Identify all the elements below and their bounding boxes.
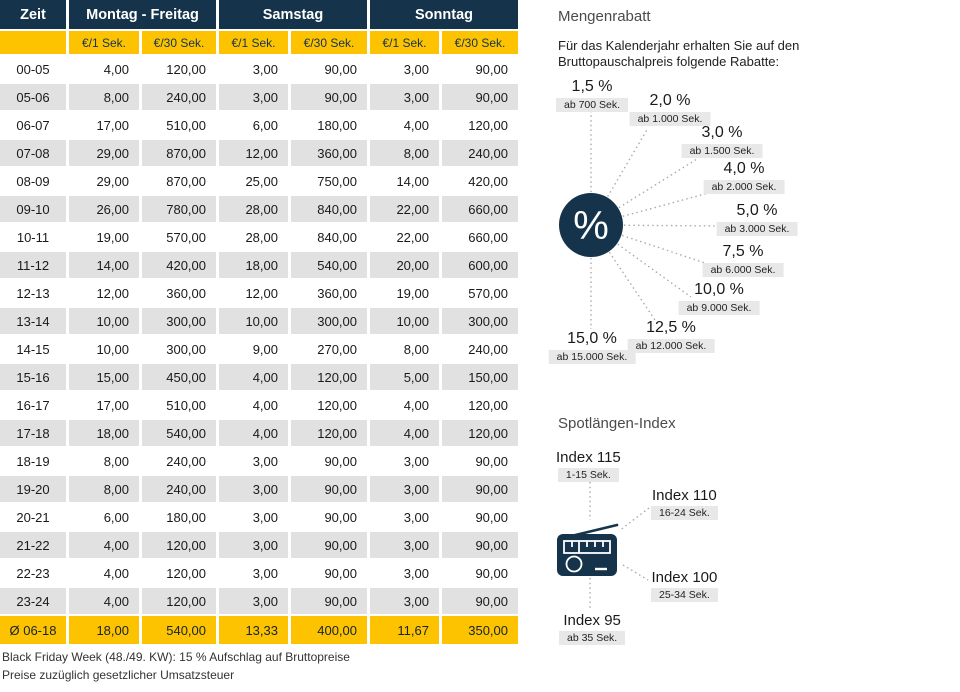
price-cell: 420,00 bbox=[142, 252, 216, 278]
radio-icon bbox=[555, 520, 623, 578]
price-cell: 19,00 bbox=[96, 229, 129, 245]
time-cell: 15-16 bbox=[0, 364, 66, 390]
price-cell: 3,00 bbox=[252, 565, 278, 581]
subheader-unit: €/1 Sek. bbox=[69, 31, 139, 54]
price-cell: 3,00 bbox=[219, 588, 288, 614]
discount-threshold-chip: ab 700 Sek. bbox=[556, 98, 628, 112]
price-cell: 120,00 bbox=[468, 117, 508, 133]
spot-index-section-title: Spotlängen-Index bbox=[558, 415, 676, 432]
price-cell: 3,00 bbox=[370, 588, 439, 614]
time-cell: 23-24 bbox=[0, 588, 66, 614]
spot-index-range-chip: 25-34 Sek. bbox=[651, 588, 718, 602]
price-cell: 90,00 bbox=[475, 61, 508, 77]
price-cell: 120,00 bbox=[166, 61, 206, 77]
price-cell: 570,00 bbox=[166, 229, 206, 245]
spot-index-label: Index 95 bbox=[563, 612, 621, 629]
price-cell: 120,00 bbox=[442, 420, 518, 446]
spot-index-label: Index 110 bbox=[652, 487, 717, 504]
price-cell: 120,00 bbox=[166, 565, 206, 581]
price-cell: 4,00 bbox=[403, 397, 429, 413]
time-cell: 05-06 bbox=[0, 84, 66, 110]
price-cell: 120,00 bbox=[142, 532, 216, 558]
price-cell: 18,00 bbox=[219, 252, 288, 278]
avg-price-cell: 350,00 bbox=[442, 616, 518, 644]
discount-percent: 12,5 % bbox=[646, 319, 696, 336]
price-cell: 28,00 bbox=[245, 229, 278, 245]
discount-threshold-chip: ab 6.000 Sek. bbox=[703, 263, 784, 277]
time-cell: 09-10 bbox=[0, 196, 66, 222]
price-cell: 19,00 bbox=[396, 285, 429, 301]
price-cell: 3,00 bbox=[370, 476, 439, 502]
price-cell: 420,00 bbox=[468, 173, 508, 189]
price-cell: 840,00 bbox=[317, 229, 357, 245]
discount-tier bbox=[630, 93, 711, 127]
avg-price-cell: 540,00 bbox=[142, 616, 216, 644]
price-cell: 4,00 bbox=[219, 420, 288, 446]
discount-percent: 1,5 % bbox=[571, 78, 613, 95]
price-cell: 26,00 bbox=[69, 196, 139, 222]
price-cell: 12,00 bbox=[219, 140, 288, 166]
discount-percent: 5,0 % bbox=[736, 202, 778, 219]
time-cell: 20-21 bbox=[16, 509, 50, 525]
time-cell: 08-09 bbox=[16, 173, 50, 189]
discount-tier bbox=[679, 282, 760, 316]
price-cell: 240,00 bbox=[166, 453, 206, 469]
price-cell: 510,00 bbox=[166, 117, 206, 133]
price-cell: 3,00 bbox=[219, 476, 288, 502]
price-cell: 29,00 bbox=[96, 173, 129, 189]
discount-intro-line1: Für das Kalenderjahr erhalten Sie auf den bbox=[558, 38, 800, 53]
price-cell: 4,00 bbox=[103, 61, 129, 77]
price-cell: 150,00 bbox=[442, 364, 518, 390]
price-cell: 10,00 bbox=[96, 341, 129, 357]
discount-threshold-chip: ab 12.000 Sek. bbox=[628, 339, 715, 353]
spot-index-range-chip: 16-24 Sek. bbox=[651, 506, 718, 520]
price-cell: 750,00 bbox=[317, 173, 357, 189]
price-cell: 180,00 bbox=[166, 509, 206, 525]
discount-threshold-chip: ab 15.000 Sek. bbox=[549, 350, 636, 364]
price-cell: 540,00 bbox=[291, 252, 367, 278]
price-cell: 3,00 bbox=[252, 61, 278, 77]
discount-threshold-chip: ab 1.000 Sek. bbox=[630, 112, 711, 126]
discount-intro bbox=[558, 38, 799, 70]
price-cell: 90,00 bbox=[324, 509, 357, 525]
time-cell: 21-22 bbox=[0, 532, 66, 558]
price-cell: 180,00 bbox=[317, 117, 357, 133]
price-cell: 360,00 bbox=[291, 140, 367, 166]
price-cell: 14,00 bbox=[396, 173, 429, 189]
spot-index-label: Index 115 bbox=[556, 449, 621, 466]
time-cell: 17-18 bbox=[0, 420, 66, 446]
time-cell: 13-14 bbox=[0, 308, 66, 334]
discount-tier bbox=[556, 79, 628, 113]
header-saturday: Samstag bbox=[219, 0, 367, 29]
price-cell: 300,00 bbox=[442, 308, 518, 334]
price-cell: 25,00 bbox=[245, 173, 278, 189]
spot-index-item bbox=[559, 613, 625, 645]
price-cell: 870,00 bbox=[142, 140, 216, 166]
avg-time-cell: Ø 06-18 bbox=[0, 616, 66, 644]
price-cell: 90,00 bbox=[291, 588, 367, 614]
price-cell: 4,00 bbox=[219, 364, 288, 390]
price-cell: 17,00 bbox=[96, 117, 129, 133]
price-cell: 90,00 bbox=[442, 588, 518, 614]
price-cell: 3,00 bbox=[219, 84, 288, 110]
discount-tier bbox=[717, 203, 798, 237]
price-cell: 90,00 bbox=[475, 565, 508, 581]
subheader-unit: €/30 Sek. bbox=[442, 31, 518, 54]
avg-price-cell: 13,33 bbox=[219, 616, 288, 644]
price-cell: 4,00 bbox=[252, 397, 278, 413]
subheader-unit: €/30 Sek. bbox=[142, 31, 216, 54]
discount-percent: 3,0 % bbox=[701, 124, 743, 141]
avg-price-cell: 18,00 bbox=[69, 616, 139, 644]
price-cell: 4,00 bbox=[370, 420, 439, 446]
price-cell: 14,00 bbox=[69, 252, 139, 278]
avg-price-cell: 11,67 bbox=[370, 616, 439, 644]
discount-threshold-chip: ab 2.000 Sek. bbox=[704, 180, 785, 194]
price-cell: 240,00 bbox=[142, 84, 216, 110]
price-cell: 12,00 bbox=[96, 285, 129, 301]
price-cell: 600,00 bbox=[442, 252, 518, 278]
price-cell: 90,00 bbox=[475, 453, 508, 469]
price-cell: 3,00 bbox=[370, 84, 439, 110]
price-cell: 8,00 bbox=[403, 341, 429, 357]
price-cell: 660,00 bbox=[442, 196, 518, 222]
header-sunday: Sonntag bbox=[370, 0, 518, 29]
price-cell: 90,00 bbox=[442, 84, 518, 110]
price-cell: 360,00 bbox=[166, 285, 206, 301]
price-cell: 780,00 bbox=[142, 196, 216, 222]
price-cell: 660,00 bbox=[468, 229, 508, 245]
price-cell: 20,00 bbox=[370, 252, 439, 278]
price-cell: 120,00 bbox=[468, 397, 508, 413]
price-cell: 510,00 bbox=[166, 397, 206, 413]
price-cell: 120,00 bbox=[317, 397, 357, 413]
discount-threshold-chip: ab 9.000 Sek. bbox=[679, 301, 760, 315]
time-cell: 00-05 bbox=[16, 61, 50, 77]
price-cell: 22,00 bbox=[396, 229, 429, 245]
avg-price-cell: 400,00 bbox=[291, 616, 367, 644]
discount-section-title: Mengenrabatt bbox=[558, 8, 651, 25]
price-cell: 8,00 bbox=[69, 84, 139, 110]
discount-diagram bbox=[545, 75, 960, 370]
subheader-empty bbox=[0, 31, 66, 54]
price-cell: 3,00 bbox=[403, 61, 429, 77]
price-cell: 17,00 bbox=[96, 397, 129, 413]
price-cell: 4,00 bbox=[69, 588, 139, 614]
price-cell: 120,00 bbox=[142, 588, 216, 614]
price-cell: 3,00 bbox=[370, 532, 439, 558]
subheader-unit: €/1 Sek. bbox=[219, 31, 288, 54]
spot-index-label: Index 100 bbox=[651, 569, 718, 586]
price-cell: 120,00 bbox=[291, 420, 367, 446]
percent-icon bbox=[559, 193, 623, 257]
spot-index-range-chip: 1-15 Sek. bbox=[558, 468, 619, 482]
time-cell: 06-07 bbox=[16, 117, 50, 133]
discount-percent: 2,0 % bbox=[649, 92, 691, 109]
price-cell: 3,00 bbox=[403, 509, 429, 525]
discount-tier bbox=[549, 331, 636, 365]
price-cell: 4,00 bbox=[403, 117, 429, 133]
price-cell: 570,00 bbox=[468, 285, 508, 301]
price-cell: 8,00 bbox=[370, 140, 439, 166]
price-cell: 3,00 bbox=[403, 453, 429, 469]
time-cell: 12-13 bbox=[16, 285, 50, 301]
discount-tier bbox=[628, 320, 715, 354]
discount-threshold-chip: ab 1.500 Sek. bbox=[682, 144, 763, 158]
time-cell: 11-12 bbox=[0, 252, 66, 278]
time-cell: 14-15 bbox=[16, 341, 50, 357]
price-cell: 28,00 bbox=[219, 196, 288, 222]
price-cell: 12,00 bbox=[245, 285, 278, 301]
discount-tier bbox=[682, 125, 763, 159]
header-mon-fri: Montag - Freitag bbox=[69, 0, 216, 29]
price-cell: 18,00 bbox=[69, 420, 139, 446]
discount-percent: 10,0 % bbox=[694, 281, 744, 298]
footnote-vat: Preise zuzüglich gesetzlicher Umsatzsteuer bbox=[2, 668, 235, 682]
price-cell: 120,00 bbox=[291, 364, 367, 390]
price-cell: 240,00 bbox=[142, 476, 216, 502]
time-cell: 16-17 bbox=[16, 397, 50, 413]
price-cell: 90,00 bbox=[291, 476, 367, 502]
price-cell: 8,00 bbox=[103, 453, 129, 469]
discount-tier bbox=[703, 244, 784, 278]
discount-tier bbox=[704, 161, 785, 195]
price-cell: 3,00 bbox=[219, 532, 288, 558]
price-cell: 29,00 bbox=[69, 140, 139, 166]
price-cell: 5,00 bbox=[370, 364, 439, 390]
discount-intro-line2: Bruttopauschalpreis folgende Rabatte: bbox=[558, 54, 780, 69]
price-cell: 90,00 bbox=[442, 532, 518, 558]
discount-percent: 7,5 % bbox=[722, 243, 764, 260]
price-cell: 540,00 bbox=[142, 420, 216, 446]
subheader-unit: €/1 Sek. bbox=[370, 31, 439, 54]
price-cell: 90,00 bbox=[291, 84, 367, 110]
price-cell: 240,00 bbox=[442, 140, 518, 166]
price-cell: 10,00 bbox=[370, 308, 439, 334]
price-cell: 6,00 bbox=[103, 509, 129, 525]
price-cell: 8,00 bbox=[69, 476, 139, 502]
price-cell: 10,00 bbox=[219, 308, 288, 334]
price-cell: 300,00 bbox=[142, 308, 216, 334]
price-cell: 90,00 bbox=[324, 453, 357, 469]
price-cell: 22,00 bbox=[370, 196, 439, 222]
price-cell: 4,00 bbox=[103, 565, 129, 581]
discount-percent: 4,0 % bbox=[723, 160, 765, 177]
price-cell: 10,00 bbox=[69, 308, 139, 334]
time-cell: 19-20 bbox=[0, 476, 66, 502]
price-cell: 870,00 bbox=[166, 173, 206, 189]
time-cell: 07-08 bbox=[0, 140, 66, 166]
price-cell: 6,00 bbox=[252, 117, 278, 133]
spot-index-item bbox=[651, 488, 718, 520]
spot-index-item bbox=[651, 570, 718, 602]
svg-text:%: % bbox=[573, 204, 609, 248]
subheader-unit: €/30 Sek. bbox=[291, 31, 367, 54]
footnote-black-friday: Black Friday Week (48./49. KW): 15 % Aufschlag auf Bruttopreise bbox=[2, 650, 350, 664]
price-cell: 840,00 bbox=[291, 196, 367, 222]
time-cell: 18-19 bbox=[16, 453, 50, 469]
price-cell: 4,00 bbox=[69, 532, 139, 558]
price-cell: 3,00 bbox=[252, 509, 278, 525]
price-cell: 240,00 bbox=[468, 341, 508, 357]
discount-percent: 15,0 % bbox=[567, 330, 617, 347]
spot-index-range-chip: ab 35 Sek. bbox=[559, 631, 625, 645]
price-cell: 90,00 bbox=[291, 532, 367, 558]
price-cell: 300,00 bbox=[166, 341, 206, 357]
price-cell: 300,00 bbox=[291, 308, 367, 334]
price-cell: 15,00 bbox=[69, 364, 139, 390]
price-cell: 270,00 bbox=[317, 341, 357, 357]
price-cell: 90,00 bbox=[324, 61, 357, 77]
price-cell: 360,00 bbox=[317, 285, 357, 301]
time-cell: 10-11 bbox=[16, 229, 50, 245]
spot-index-item bbox=[556, 450, 621, 482]
header-time: Zeit bbox=[0, 0, 66, 29]
price-cell: 90,00 bbox=[324, 565, 357, 581]
price-cell: 90,00 bbox=[475, 509, 508, 525]
spot-index-diagram bbox=[545, 410, 960, 692]
price-cell: 3,00 bbox=[403, 565, 429, 581]
price-cell: 3,00 bbox=[252, 453, 278, 469]
price-cell: 9,00 bbox=[252, 341, 278, 357]
discount-threshold-chip: ab 3.000 Sek. bbox=[717, 222, 798, 236]
price-cell: 450,00 bbox=[142, 364, 216, 390]
price-cell: 90,00 bbox=[442, 476, 518, 502]
time-cell: 22-23 bbox=[16, 565, 50, 581]
